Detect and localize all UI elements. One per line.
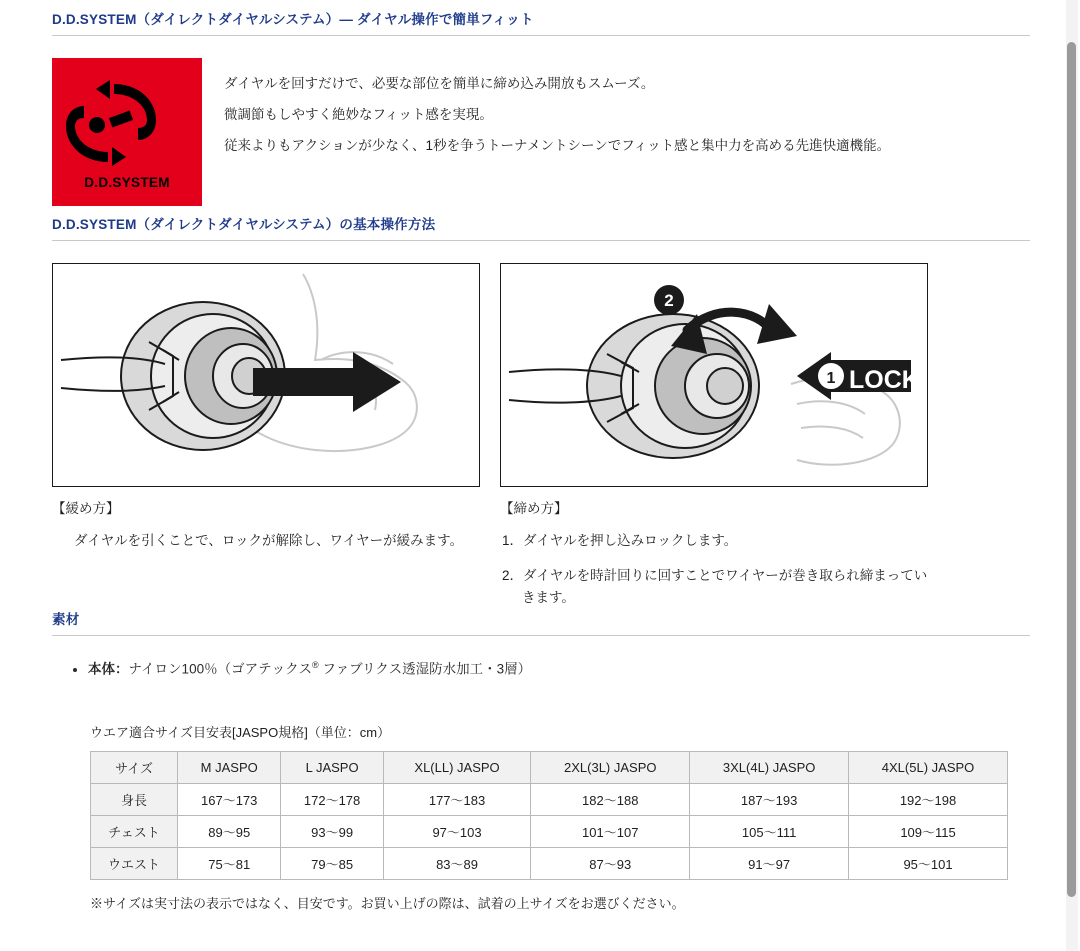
size-table-section — [90, 722, 1008, 912]
col-header-2xl: 2XL(3L) JASPO — [531, 752, 690, 784]
dd-logo-text: D.D.SYSTEM — [84, 175, 170, 190]
table-header-row — [91, 752, 1008, 784]
dd-system-description — [224, 58, 890, 161]
cell-height-l: 172〜178 — [281, 784, 383, 816]
page-scrollbar[interactable] — [1066, 0, 1078, 951]
row-label-height: 身長 — [91, 784, 178, 816]
svg-text:LOCK: LOCK — [849, 366, 920, 394]
tighten-illustration — [501, 264, 927, 486]
dd-desc-line-3: 従来よりもアクションが少なく、1秒を争うトーナメントシーンでフィット感と集中力を高める先進快適機能。 — [224, 138, 891, 153]
tighten-figure-column — [500, 263, 930, 609]
size-table-note: ※サイズは実寸法の表示ではなく、目安です。お買い上げの際は、試着の上サイズをお選びください。 — [90, 896, 685, 911]
cell-waist-3xl: 91〜97 — [690, 848, 849, 880]
table-row — [91, 848, 1008, 880]
material-list-item — [88, 654, 1030, 681]
cell-height-xl: 177〜183 — [383, 784, 531, 816]
dd-system-heading: D.D.SYSTEM（ダイレクトダイヤルシステム）― ダイヤル操作で簡単フィット — [52, 12, 534, 27]
tighten-caption-line-1: 1．ダイヤルを押し込みロックします。 — [502, 533, 738, 548]
tighten-figure-box — [500, 263, 928, 487]
material-divider — [52, 635, 1030, 636]
scrollbar-thumb[interactable] — [1067, 42, 1076, 897]
cell-waist-2xl: 87〜93 — [531, 848, 690, 880]
cell-height-4xl: 192〜198 — [849, 784, 1008, 816]
dd-desc-line-1: ダイヤルを回すだけで、必要な部位を簡単に締め込み開放もスムーズ。 — [224, 76, 655, 91]
col-header-l: L JASPO — [281, 752, 383, 784]
dd-system-logo — [52, 58, 202, 206]
heading-divider — [52, 35, 1030, 36]
cell-waist-4xl: 95〜101 — [849, 848, 1008, 880]
cell-chest-4xl: 109〜115 — [849, 816, 1008, 848]
cell-chest-2xl: 101〜107 — [531, 816, 690, 848]
svg-text:2: 2 — [664, 291, 674, 310]
dd-logo-mark — [52, 80, 202, 166]
svg-text:1: 1 — [826, 370, 836, 387]
cell-chest-m: 89〜95 — [178, 816, 281, 848]
cell-height-m: 167〜173 — [178, 784, 281, 816]
material-list — [52, 654, 1030, 681]
size-table-title: ウエア適合サイズ目安表[JASPO規格]（単位：cm） — [90, 725, 391, 740]
loosen-caption-title: 【緩め方】 — [52, 501, 120, 516]
loosen-figure-column — [52, 263, 482, 609]
tighten-caption-title: 【締め方】 — [500, 501, 568, 516]
cell-height-3xl: 187〜193 — [690, 784, 849, 816]
material-item-sup: ® — [311, 660, 319, 670]
operation-heading: D.D.SYSTEM（ダイレクトダイヤルシステム）の基本操作方法 — [52, 217, 436, 232]
cell-waist-m: 75〜81 — [178, 848, 281, 880]
operation-figures — [52, 263, 1030, 609]
row-label-chest: チェスト — [91, 816, 178, 848]
size-table-body — [91, 784, 1008, 880]
dd-system-section — [52, 8, 1030, 206]
material-item-tail: ファブリクス透湿防水加工・3層） — [318, 661, 532, 677]
col-header-4xl: 4XL(5L) JASPO — [849, 752, 1008, 784]
operation-section — [52, 213, 1030, 609]
cell-waist-xl: 83〜89 — [383, 848, 531, 880]
dd-swirl-icon — [52, 80, 172, 166]
loosen-caption-line-1: ダイヤルを引くことで、ロックが解除し、ワイヤーが緩みます。 — [74, 533, 464, 548]
col-header-xl: XL(LL) JASPO — [383, 752, 531, 784]
size-table — [90, 751, 1008, 880]
cell-chest-3xl: 105〜111 — [690, 816, 849, 848]
table-row — [91, 784, 1008, 816]
material-item-rest: ナイロン100％（ゴアテックス — [128, 661, 312, 677]
table-row — [91, 816, 1008, 848]
dd-system-body — [52, 58, 1030, 206]
tighten-caption-line-2: 2．ダイヤルを時計回りに回すことでワイヤーが巻き取られ締まっていきます。 — [502, 568, 928, 605]
dd-desc-line-2: 微調節もしやすく絶妙なフィット感を実現。 — [224, 107, 493, 122]
loosen-illustration — [53, 264, 479, 486]
cell-chest-xl: 97〜103 — [383, 816, 531, 848]
cell-chest-l: 93〜99 — [281, 816, 383, 848]
size-table-head — [91, 752, 1008, 784]
operation-divider — [52, 240, 1030, 241]
col-header-size: サイズ — [91, 752, 178, 784]
material-section — [52, 608, 1030, 681]
loosen-figure-box — [52, 263, 480, 487]
col-header-m: M JASPO — [178, 752, 281, 784]
cell-height-2xl: 182〜188 — [531, 784, 690, 816]
material-heading: 素材 — [52, 612, 80, 627]
material-item-prefix: 本体： — [88, 661, 129, 677]
row-label-waist: ウエスト — [91, 848, 178, 880]
col-header-3xl: 3XL(4L) JASPO — [690, 752, 849, 784]
cell-waist-l: 79〜85 — [281, 848, 383, 880]
